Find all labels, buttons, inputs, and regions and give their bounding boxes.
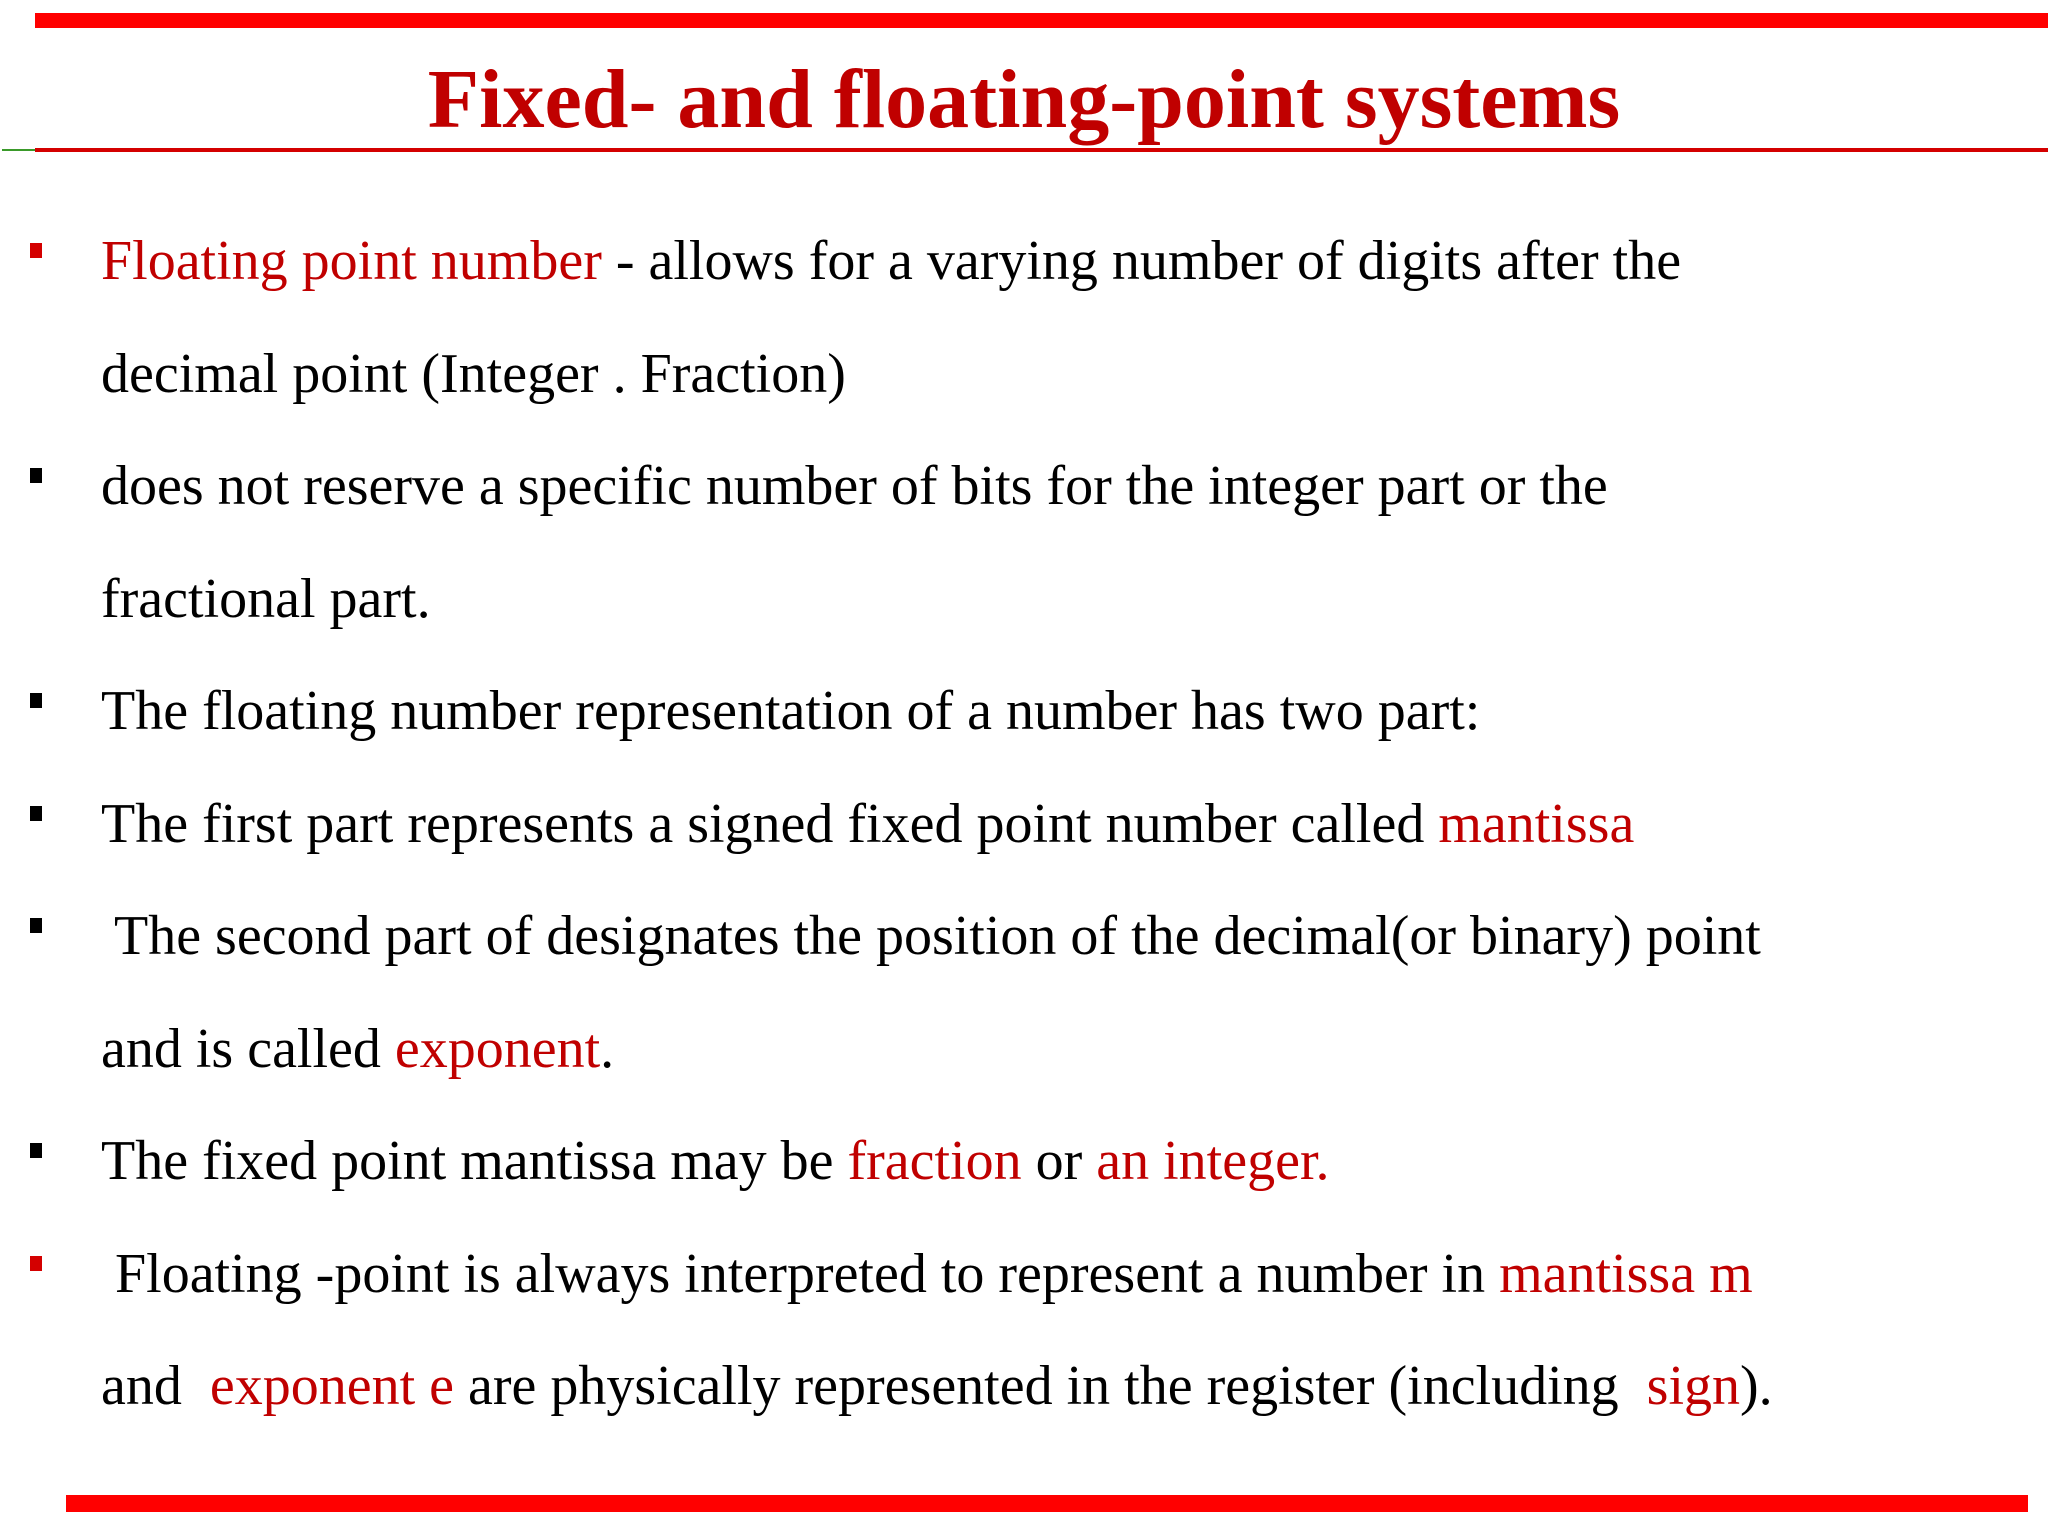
bullet-text: and is called <box>101 1017 395 1080</box>
bullet-text: and <box>101 1355 210 1417</box>
bullet-text-line <box>101 1126 1330 1196</box>
bullet-text: The second part of designates the position of the decimal(or binary) point <box>101 905 1761 967</box>
bullet-text: - allows for a varying number of digits after the <box>601 230 1682 292</box>
bullet-text: decimal point (Integer . Fraction) <box>101 342 846 405</box>
bullet-marker <box>30 918 42 933</box>
bullet-text: are physically represented in the register (including <box>453 1355 1647 1417</box>
bullet-marker <box>30 1143 42 1158</box>
bullet-text-line <box>101 1014 614 1084</box>
highlighted-term: mantissa <box>1438 792 1635 855</box>
bullet-marker <box>30 243 42 258</box>
bullet-text-line <box>101 339 846 409</box>
highlighted-term: mantissa m <box>1499 1242 1753 1305</box>
highlighted-term: exponent e <box>209 1355 454 1417</box>
bullet-text: The floating number representation of a number has two part: <box>101 680 1481 742</box>
bullet-text-line <box>101 789 1634 859</box>
bullet-marker <box>30 806 42 821</box>
bullet-text-line <box>101 676 1480 746</box>
highlighted-term: an integer. <box>1096 1130 1330 1192</box>
bullet-marker <box>30 693 42 708</box>
bullet-text: . <box>600 1017 615 1080</box>
bullet-text: ). <box>1740 1355 1773 1417</box>
highlighted-term: fraction <box>847 1130 1022 1192</box>
highlighted-term: Floating point number <box>101 230 602 292</box>
slide-title: Fixed- and floating-point systems <box>427 53 1621 146</box>
bullet-text-line <box>101 226 1681 296</box>
bullet-text-line <box>101 901 1761 971</box>
bullet-text-line <box>101 564 431 634</box>
bullet-text: does not reserve a specific number of bits for the integer part or the <box>101 455 1608 517</box>
bullet-text-line <box>101 451 1608 521</box>
highlighted-term: exponent <box>394 1017 601 1080</box>
bullet-text: The fixed point mantissa may be <box>101 1130 848 1192</box>
bullet-text-line <box>101 1351 1773 1421</box>
bullet-text: Floating -point is always interpreted to represent a number in <box>101 1242 1500 1305</box>
bullet-text: or <box>1021 1130 1097 1192</box>
bullet-text-line <box>101 1239 1753 1309</box>
highlighted-term: sign <box>1646 1355 1741 1417</box>
bullet-text: The first part represents a signed fixed point number called <box>101 792 1439 855</box>
bullet-text: fractional part. <box>101 567 431 630</box>
bullet-marker <box>30 1256 42 1271</box>
bullet-marker <box>30 468 42 483</box>
bottom-accent-bar <box>66 1495 2028 1512</box>
